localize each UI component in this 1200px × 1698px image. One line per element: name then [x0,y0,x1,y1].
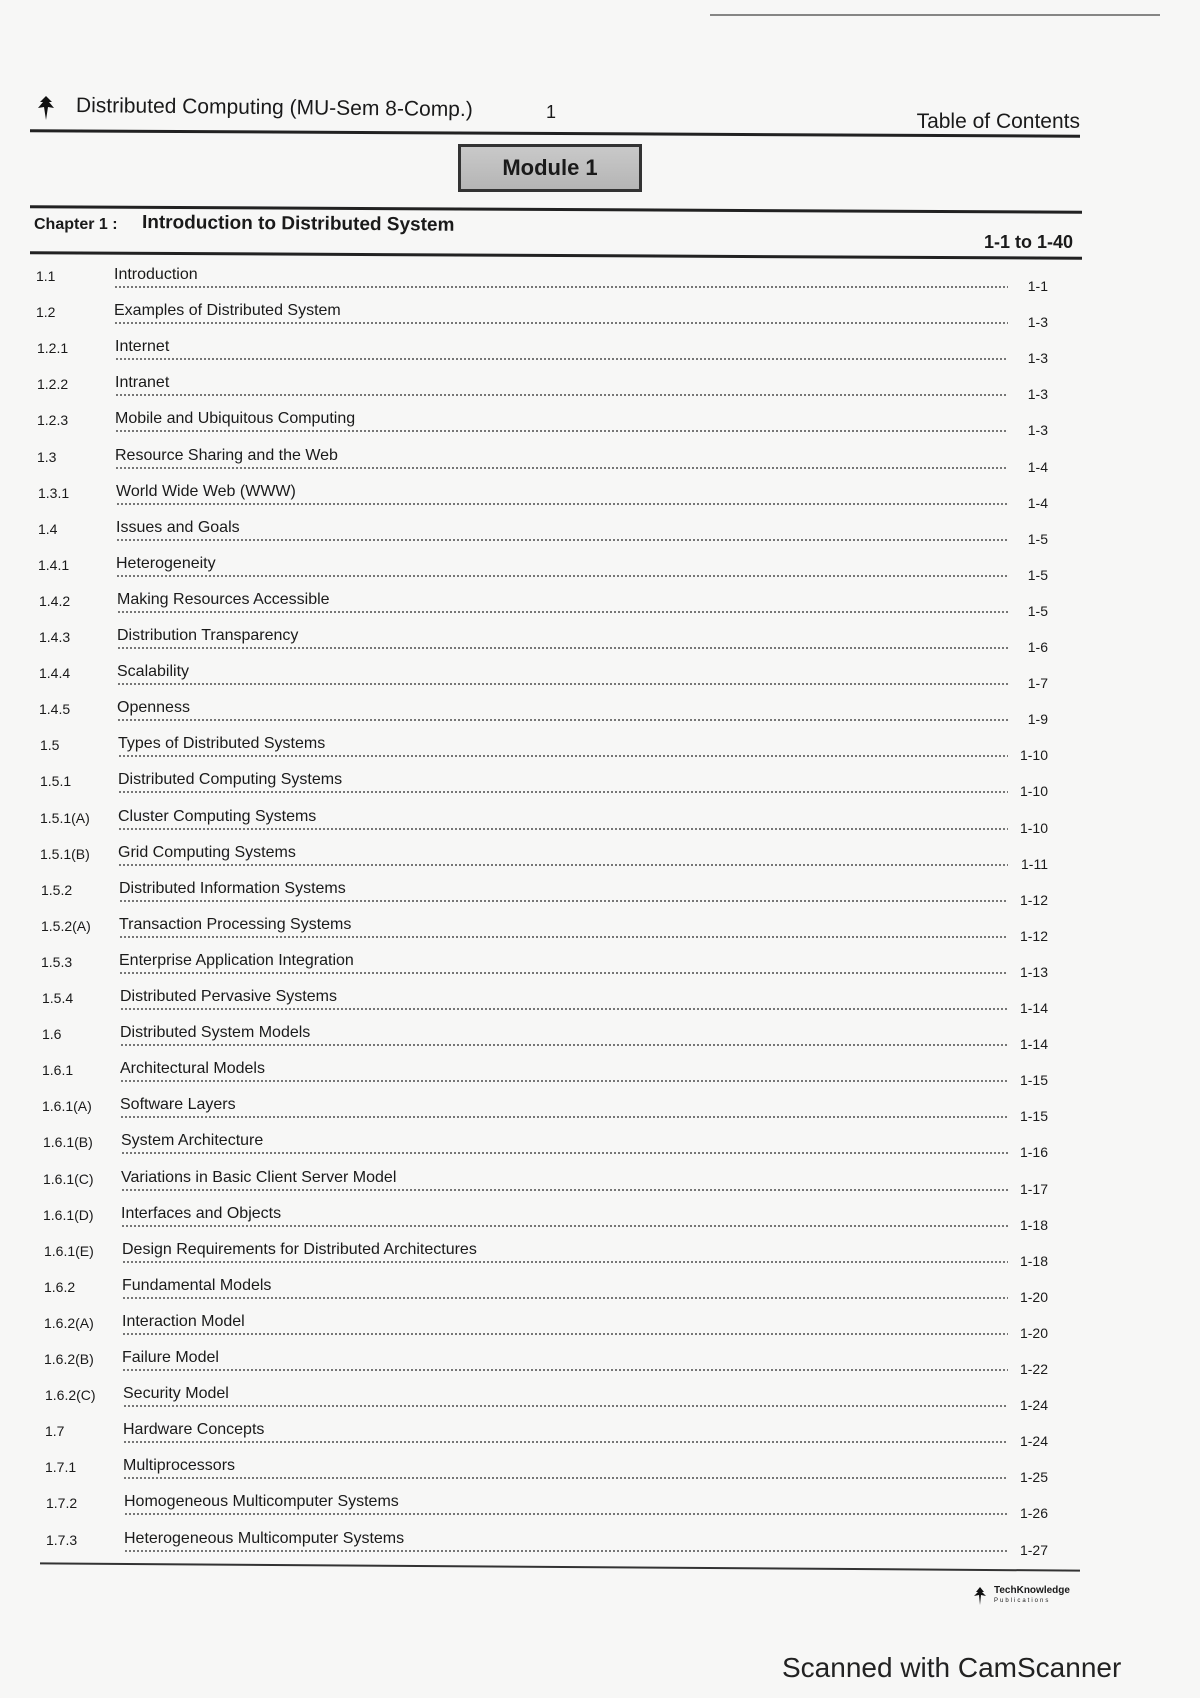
toc-entry [41,912,1048,942]
toc-entry-title: Introduction [114,266,198,283]
toc-entry-title: Failure Model [122,1349,219,1366]
toc-entry [43,1128,1048,1161]
toc-leader-dots [114,322,1008,324]
toc-leader-dots [114,286,1008,288]
toc-entry-number: 1.2.1 [37,340,69,357]
toc-entry [44,1309,1048,1339]
toc-entry-number: 1.6.1(B) [43,1134,93,1151]
toc-leader-dots [122,1297,1008,1299]
toc-leader-dots [117,683,1008,685]
toc-entry-number: 1.2.2 [37,376,69,393]
toc-leader-dots [121,1189,1008,1191]
toc-entry-page: 1-20 [1019,1324,1048,1341]
toc-leader-dots [119,972,1008,974]
toc-entry-title: Resource Sharing and the Web [115,446,338,464]
toc-entry-number: 1.3.1 [38,484,70,501]
toc-entry-title: Cluster Computing Systems [118,807,317,825]
publisher-mark-icon [970,1586,990,1606]
toc-entry-title: Heterogeneous Multicomputer Systems [124,1529,405,1547]
toc-entry [37,406,1048,439]
toc-entry-page: 1-10 [1019,747,1048,764]
toc-entry-number: 1.4.4 [39,665,71,682]
toc-entry-title: Architectural Models [120,1060,265,1078]
toc-entry-title: Hardware Concepts [123,1421,265,1439]
toc-entry-number: 1.7.3 [46,1531,78,1548]
toc-entry-page: 1-5 [1027,530,1048,547]
book-title: Distributed Computing (MU-Sem 8-Comp.) [75,94,473,122]
toc-entry-number: 1.6.2(B) [44,1351,94,1367]
toc-entry-page: 1-4 [1027,458,1048,475]
toc-entry [44,1237,1048,1267]
toc-entry-page: 1-3 [1027,350,1048,367]
toc-entry [45,1453,1048,1486]
toc-entry-title: Heterogeneity [116,554,216,572]
toc-entry-title: Software Layers [120,1096,236,1114]
toc-entry-number: 1.6.1 [42,1062,74,1079]
toc-entry [46,1489,1048,1522]
toc-entry-title: Grid Computing Systems [118,843,296,861]
toc-entry-page: 1-18 [1019,1252,1048,1269]
toc-entry [42,984,1048,1014]
toc-entry-page: 1-10 [1019,819,1048,836]
toc-leader-dots [120,1008,1008,1010]
toc-leader-dots [124,1550,1008,1552]
toc-entry-number: 1.3 [37,448,57,465]
toc-entry-page: 1-27 [1019,1541,1048,1558]
toc-entry-title: World Wide Web (WWW) [116,482,296,500]
toc-entry-number: 1.4.3 [39,629,71,645]
toc-entry-title: System Architecture [121,1132,264,1150]
toc-entry [38,515,1048,545]
toc-entry [42,1056,1048,1089]
toc-leader-dots [117,647,1008,649]
toc-entry-number: 1.7.1 [45,1459,77,1476]
toc-entry-number: 1.7.2 [46,1495,78,1512]
toc-entry-number: 1.5.2 [41,881,73,898]
toc-entry-number: 1.4.1 [38,556,70,573]
camscanner-watermark: Scanned with CamScanner [782,1652,1122,1683]
toc-leader-dots [118,755,1008,757]
toc-entry-page: 1-6 [1027,639,1048,655]
toc-entry [36,262,1048,292]
toc-entry-page: 1-18 [1019,1216,1048,1233]
toc-entry-page: 1-12 [1019,891,1048,908]
toc-leader-dots [118,828,1008,830]
toc-leader-dots [115,358,1008,360]
section-label: Table of Contents [916,110,1080,133]
toc-entry-number: 1.6.2(A) [44,1314,94,1331]
toc-entry-title: Multiprocessors [123,1457,236,1475]
toc-entry-number: 1.2 [36,304,56,321]
toc-entry [38,479,1048,509]
module-badge: Module 1 [458,144,642,192]
toc-entry [42,1092,1048,1125]
toc-leader-dots [122,1261,1008,1263]
toc-leader-dots [119,936,1008,938]
toc-entry [40,767,1048,800]
toc-entry-page: 1-14 [1019,1000,1048,1016]
chapter-title: Introduction to Distributed System [141,212,455,236]
toc-leader-dots [121,1152,1008,1154]
toc-entry-page: 1-7 [1027,675,1048,692]
toc-entry-number: 1.5.1(B) [40,845,90,862]
toc-entry [44,1273,1048,1303]
toc-entry-number: 1.5.4 [42,990,74,1006]
toc-entry-title: Interfaces and Objects [121,1204,282,1222]
toc-entry-page: 1-24 [1019,1397,1048,1414]
toc-entry [39,587,1048,617]
toc-entry-page: 1-1 [1027,278,1048,294]
toc-leader-dots [122,1369,1008,1371]
toc-entry-title: Distributed Pervasive Systems [120,988,337,1005]
toc-entry-page: 1-11 [1021,855,1048,872]
toc-entry-number: 1.5.3 [41,953,73,970]
toc-leader-dots [115,430,1008,432]
toc-entry [39,695,1048,728]
toc-entry-number: 1.6.1(C) [43,1170,94,1187]
toc-leader-dots [119,900,1008,902]
toc-entry-title: Intranet [115,374,170,392]
toc-entry-page: 1-4 [1027,494,1048,511]
toc-entry-page: 1-10 [1019,783,1048,800]
toc-entry [45,1417,1048,1450]
toc-entry-number: 1.1 [36,268,56,284]
toc-entry-number: 1.2.3 [37,412,69,429]
toc-entry-page: 1-5 [1027,566,1048,583]
toc-entry-page: 1-20 [1019,1288,1048,1305]
toc-entry-page: 1-26 [1019,1505,1048,1522]
toc-entry [44,1345,1048,1375]
toc-entry-page: 1-5 [1027,602,1048,619]
toc-leader-dots [116,575,1008,577]
toc-entry-title: Security Model [123,1385,229,1403]
toc-entry-title: Issues and Goals [116,518,240,536]
toc-entry-page: 1-14 [1019,1036,1048,1053]
toc-entry-title: Types of Distributed Systems [118,735,326,753]
toc-entry-number: 1.5.1(A) [40,809,90,826]
toc-entry-number: 1.5 [40,737,60,754]
toc-entry [45,1381,1048,1414]
publisher-sub: Publications [994,1598,1051,1604]
toc-entry-page: 1-9 [1027,711,1048,728]
toc-entry-page: 1-25 [1019,1469,1048,1486]
toc-entry-title: Scalability [117,663,190,681]
footer-publisher-logo [970,1584,1080,1608]
toc-entry-number: 1.4 [38,520,58,537]
toc-entry-title: Openness [117,699,190,717]
toc-entry-title: Examples of Distributed System [114,302,341,320]
toc-entry-page: 1-24 [1019,1433,1048,1450]
toc-leader-dots [123,1477,1008,1479]
toc-entry-title: Transaction Processing Systems [119,915,352,933]
toc-entry-page: 1-15 [1019,1108,1048,1125]
toc-entry [39,659,1048,692]
toc-entry-title: Distribution Transparency [117,627,299,644]
toc-leader-dots [115,394,1008,396]
toc-entry [41,876,1048,906]
toc-entry-title: Interaction Model [122,1312,245,1330]
toc-entry-number: 1.5.2(A) [41,917,91,934]
toc-entry-title: Variations in Basic Client Server Model [121,1168,397,1186]
publisher-name: TechKnowledge [994,1585,1070,1596]
toc-leader-dots [117,611,1008,613]
toc-entry-title: Mobile and Ubiquitous Computing [115,410,356,428]
toc-entry-page: 1-3 [1027,422,1048,439]
toc-entry [37,443,1048,473]
toc-entry-page: 1-13 [1019,963,1048,980]
toc-entry-number: 1.6.2(C) [45,1387,96,1404]
toc-entry [43,1201,1048,1231]
toc-entry-number: 1.6.1(E) [44,1242,94,1259]
toc-entry-number: 1.4.2 [39,592,71,609]
toc-entry [43,1165,1048,1195]
chapter-page-range: 1-1 to 1-40 [984,232,1074,252]
toc-leader-dots [120,1116,1008,1118]
toc-entry-number: 1.4.5 [39,701,71,718]
toc-entry-title: Distributed Information Systems [119,879,346,897]
toc-entry [39,623,1048,653]
toc-entry-number: 1.6.2 [44,1278,76,1295]
toc-entry [46,1526,1048,1556]
toc-entry-title: Design Requirements for Distributed Architectures [122,1240,477,1258]
toc-entry [37,370,1048,403]
toc-entry-title: Homogeneous Multicomputer Systems [124,1493,399,1511]
toc-entry-number: 1.5.1 [40,773,72,790]
toc-entry-page: 1-16 [1019,1144,1048,1161]
toc-entry-title: Distributed Computing Systems [118,771,343,789]
toc-entry-title: Distributed System Models [120,1024,311,1042]
toc-entry-page: 1-12 [1019,927,1048,944]
toc-entry-title: Fundamental Models [122,1276,272,1294]
toc-leader-dots [121,1225,1008,1227]
toc-entry-title: Enterprise Application Integration [119,951,354,969]
toc-entry-number: 1.6.1(A) [42,1098,92,1115]
toc-leader-dots [116,539,1008,541]
toc-leader-dots [124,1513,1008,1515]
toc-leader-dots [123,1441,1008,1443]
toc-leader-dots [120,1044,1008,1046]
toc-entry-title: Making Resources Accessible [117,590,330,608]
publisher-text [994,1586,1070,1606]
toc-leader-dots [115,467,1008,469]
toc-entry-page: 1-3 [1027,386,1048,403]
toc-leader-dots [123,1405,1008,1407]
toc-entry-number: 1.7 [45,1423,65,1440]
toc-leader-dots [117,719,1008,721]
chapter-number: Chapter 1 : [34,216,118,233]
toc-entry [38,551,1048,581]
toc-entry [40,731,1048,764]
toc-entry-page: 1-3 [1027,314,1048,331]
toc-entry [40,804,1048,834]
toc-entry-number: 1.6.1(D) [43,1206,94,1223]
toc-leader-dots [122,1333,1008,1335]
toc-entry [36,298,1048,331]
toc-leader-dots [120,1080,1008,1082]
toc-entry-page: 1-22 [1019,1361,1048,1377]
toc-entry-page: 1-15 [1019,1072,1048,1089]
page-number: 1 [546,102,557,122]
toc-leader-dots [116,503,1008,505]
toc-entry [40,840,1048,870]
toc-entry-page: 1-17 [1019,1180,1048,1197]
toc-entry-number: 1.6 [42,1026,62,1043]
toc-entry-title: Internet [115,338,170,356]
toc-leader-dots [118,791,1008,793]
toc-leader-dots [118,864,1008,866]
toc-entry [42,1020,1048,1053]
toc-entry [37,334,1048,367]
toc-entry [41,948,1048,978]
